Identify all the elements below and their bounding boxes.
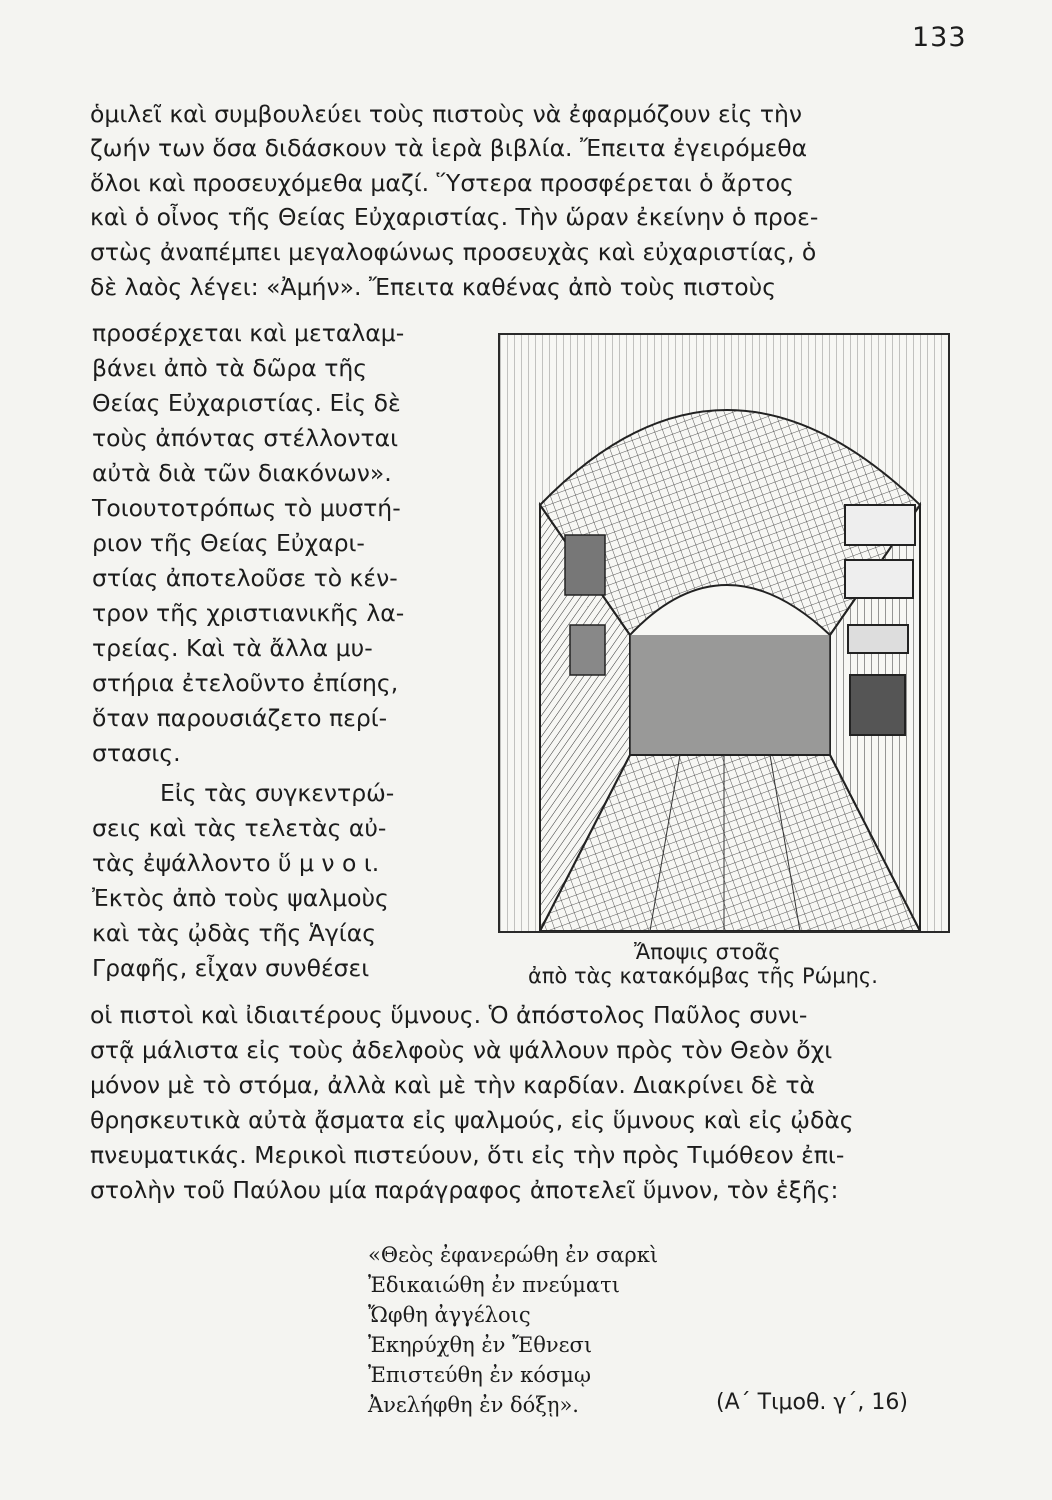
- text-line: Ἐκτὸς ἀπὸ τοὺς ψαλμοὺς: [92, 884, 389, 912]
- text-line: στασις.: [92, 739, 181, 767]
- text-line: ὅταν παρουσιάζετο περί-: [92, 704, 388, 732]
- catacomb-drawing: [500, 335, 948, 931]
- text-line: πνευματικάς. Μερικοὶ πιστεύουν, ὅτι εἰς τὴν πρὸς Τιμόθεον ἐπι-: [90, 1141, 845, 1169]
- text-line: σεις καὶ τὰς τελετὰς αὐ-: [92, 814, 387, 842]
- hymn-line: Ἐκηρύχθη ἐν Ἔθνεσι: [368, 1333, 593, 1357]
- illustration-caption-line1: Ἄποψις στοᾶς: [634, 940, 781, 964]
- text-line: τὰς ἐψάλλοντο ὕ μ ν ο ι.: [92, 849, 380, 877]
- text-line: ζωήν των ὅσα διδάσκουν τὰ ἱερὰ βιβλία. Ἔπειτα ἐγειρόμεθα: [90, 134, 808, 162]
- page-number: 133: [912, 22, 967, 53]
- text-line: στίας ἀποτελοῦσε τὸ κέν-: [92, 564, 398, 592]
- text-line: στᾷ μάλιστα εἰς τοὺς ἀδελφοὺς νὰ ψάλλουν πρὸς τὸν Θεὸν ὄχι: [90, 1036, 833, 1064]
- text-line: προσέρχεται καὶ μεταλαμ-: [92, 319, 405, 347]
- hymn-line: Ἐπιστεύθη ἐν κόσμῳ: [368, 1363, 592, 1387]
- text-line: Τοιουτοτρόπως τὸ μυστή-: [92, 494, 401, 522]
- hymn-line: Ὤφθη ἀγγέλοις: [368, 1303, 531, 1327]
- text-line: στὼς ἀναπέμπει μεγαλοφώνως προσευχὰς καὶ εὐχαριστίας, ὁ: [90, 238, 817, 266]
- text-line: ὅλοι καὶ προσευχόμεθα μαζί. Ὕστερα προσφέρεται ὁ ἄρτος: [90, 169, 794, 197]
- text-line: τοὺς ἀπόντας στέλλονται: [92, 424, 399, 452]
- text-line: ὁμιλεῖ καὶ συμβουλεύει τοὺς πιστοὺς νὰ ἐφαρμόζουν εἰς τὴν: [90, 100, 803, 128]
- text-line: στήρια ἐτελοῦντο ἐπίσης,: [92, 669, 399, 697]
- text-line: δὲ λαὸς λέγει: «Ἀμήν». Ἔπειτα καθένας ἀπὸ τοὺς πιστοὺς: [90, 273, 776, 301]
- text-line: τρείας. Καὶ τὰ ἄλλα μυ-: [92, 634, 373, 662]
- text-line: καὶ ὁ οἶνος τῆς Θείας Εὐχαριστίας. Τὴν ὥραν ἐκείνην ὁ προε-: [90, 203, 819, 231]
- text-line: τρον τῆς χριστιανικῆς λα-: [92, 599, 405, 627]
- text-line: στολὴν τοῦ Παύλου μία παράγραφος ἀποτελεῖ ὕμνον, τὸν ἑξῆς:: [90, 1176, 839, 1204]
- text-line: αὐτὰ διὰ τῶν διακόνων».: [92, 459, 392, 487]
- text-line: θρησκευτικὰ αὐτὰ ᾄσματα εἰς ψαλμούς, εἰς ὕμνους καὶ εἰς ᾠδὰς: [90, 1106, 854, 1134]
- catacomb-illustration: [498, 333, 950, 933]
- text-line: βάνει ἀπὸ τὰ δῶρα τῆς: [92, 354, 368, 382]
- text-line: μόνον μὲ τὸ στόμα, ἀλλὰ καὶ μὲ τὴν καρδίαν. Διακρίνει δὲ τὰ: [90, 1071, 815, 1099]
- text-line: Γραφῆς, εἶχαν συνθέσει: [92, 954, 370, 982]
- hymn-line: «Θεὸς ἐφανερώθη ἐν σαρκὶ: [368, 1243, 659, 1267]
- text-line: ριον τῆς Θείας Εὐχαρι-: [92, 529, 365, 557]
- text-line: καὶ τὰς ᾠδὰς τῆς Ἁγίας: [92, 919, 376, 947]
- hymn-line: Ἐδικαιώθη ἐν πνεύματι: [368, 1273, 620, 1297]
- citation: (Α΄ Τιμοθ. γ΄, 16): [716, 1390, 908, 1415]
- illustration-caption-line2: ἀπὸ τὰς κατακόμβας τῆς Ρώμης.: [528, 964, 878, 988]
- text-line: οἱ πιστοὶ καὶ ἰδιαιτέρους ὕμνους. Ὁ ἀπόστολος Παῦλος συνι-: [90, 1001, 808, 1029]
- text-line: Θείας Εὐχαριστίας. Εἰς δὲ: [92, 389, 401, 417]
- hymn-line: Ἀνελήφθη ἐν δόξῃ».: [368, 1393, 579, 1417]
- text-line: Εἰς τὰς συγκεντρώ-: [160, 779, 395, 807]
